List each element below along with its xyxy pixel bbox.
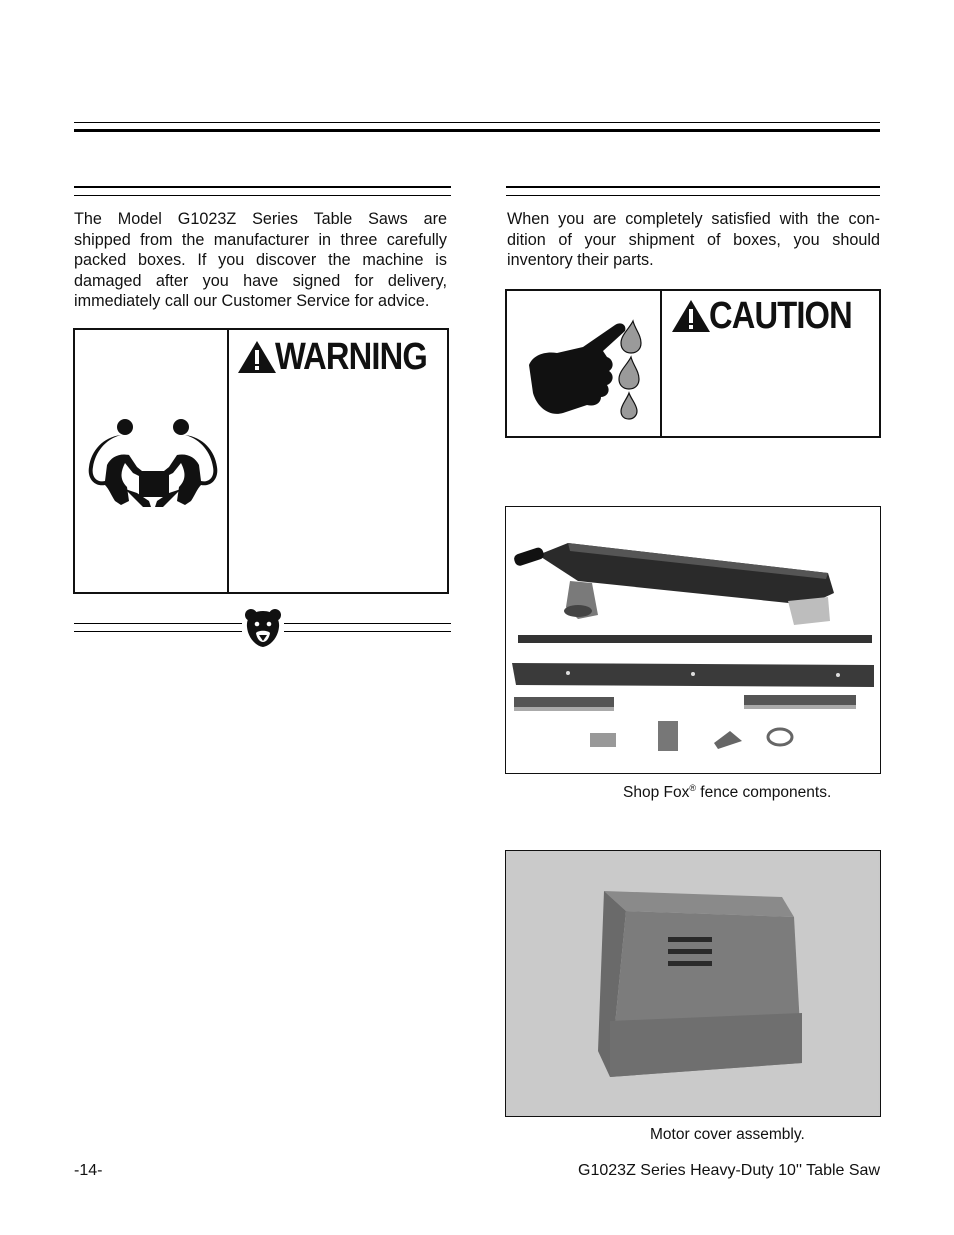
warning-box: [73, 328, 449, 594]
fence-components-photo: [508, 509, 878, 771]
right-intro-paragraph: [507, 209, 880, 271]
page-number: -14-: [74, 1162, 103, 1179]
left-intro-line: shipped from the manufacturer in three carefully: [74, 230, 447, 249]
motor-cover-photo: [506, 851, 878, 1114]
right-section-rule: [506, 186, 880, 188]
right-intro-line: inventory their parts.: [507, 251, 654, 269]
left-section-rule-thin: [74, 195, 451, 196]
right-section-rule-thin: [506, 195, 880, 196]
manual-title: G1023Z Series Heavy-Duty 10'' Table Saw: [578, 1162, 880, 1179]
left-intro-line: The Model G1023Z Series Table Saws are: [74, 210, 447, 228]
right-intro-line: dition of your shipment of boxes, you should: [507, 230, 880, 249]
left-section-rule: [74, 186, 451, 188]
logo-rule-right-2: [284, 631, 451, 632]
motor-caption: Motor cover assembly.: [650, 1126, 805, 1143]
warning-triangle-icon: [237, 340, 277, 374]
warning-divider: [227, 330, 229, 592]
two-person-lift-icon: [85, 415, 221, 515]
caution-box: [505, 289, 881, 438]
caution-triangle-icon: [671, 299, 711, 333]
logo-rule-left-1: [74, 623, 242, 624]
fence-figure: [505, 506, 881, 774]
left-intro-line: immediately call our Customer Service for advice.: [74, 292, 430, 310]
left-intro-line: damaged after you have signed for delivery,: [74, 271, 447, 290]
logo-rule-right-1: [284, 623, 451, 624]
fence-caption: Shop Fox® fence components.: [623, 783, 832, 802]
motor-figure: [505, 850, 881, 1117]
right-intro-line: When you are completely satisfied with the con-: [507, 210, 880, 228]
warning-label: WARNING: [275, 336, 427, 378]
pointing-hand-icon: [523, 311, 653, 421]
bear-logo-icon: [244, 608, 282, 648]
header-rule-thin: [74, 122, 880, 123]
left-intro-paragraph: [74, 209, 447, 312]
caution-label: CAUTION: [709, 295, 852, 337]
header-rule-thick: [74, 129, 880, 132]
caution-divider: [660, 291, 662, 436]
left-intro-line: packed boxes. If you discover the machine is: [74, 251, 447, 269]
logo-rule-left-2: [74, 631, 242, 632]
